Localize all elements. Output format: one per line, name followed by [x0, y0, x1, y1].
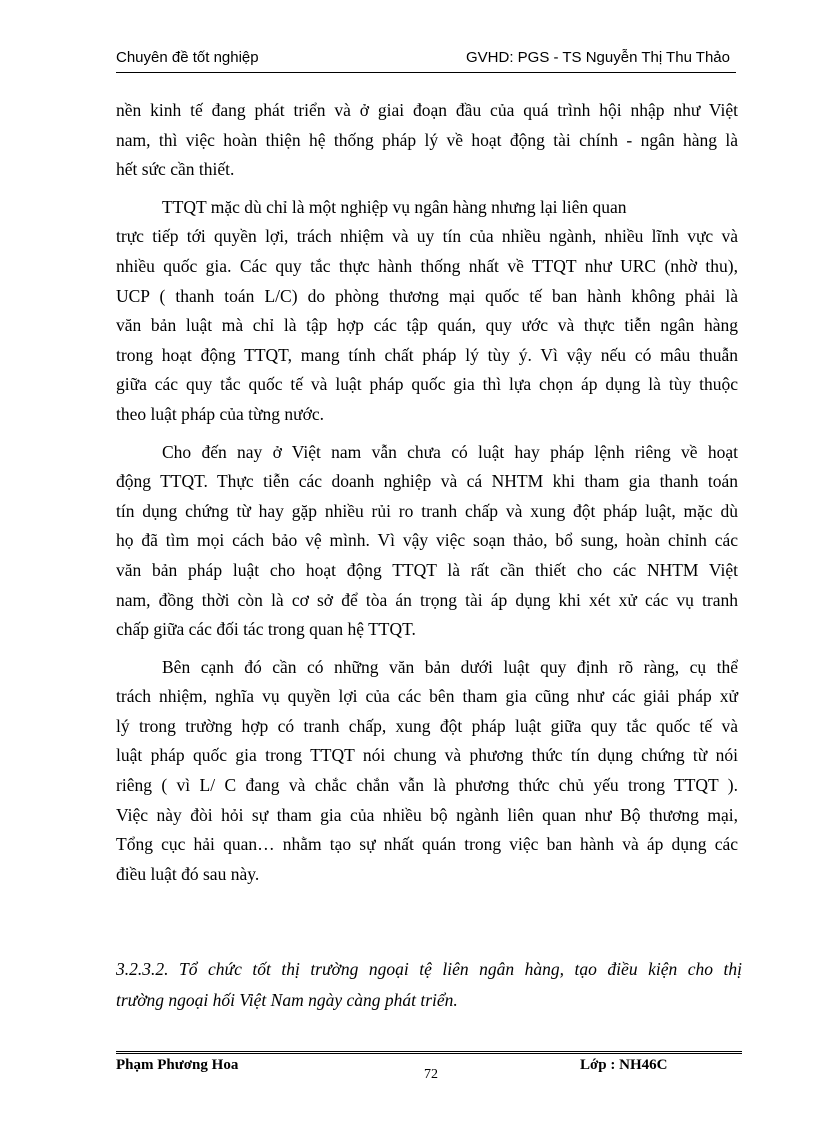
- paragraph-3: [116, 438, 738, 645]
- text-line: chấp giữa các đối tác trong quan hệ TTQT.: [116, 619, 416, 640]
- page-number: 72: [424, 1067, 438, 1082]
- section-heading-line: 3.2.3.2. Tổ chức tốt thị trường ngoại tệ liên ngân hàng, tạo điều kiện cho thị: [116, 959, 742, 979]
- text-line: Việc này đòi hỏi sự tham gia của nhiều bộ ngành liên quan như Bộ thương mại,: [116, 804, 738, 825]
- text-line: hết sức cần thiết.: [116, 159, 235, 180]
- text-line: Tổng cục hải quan… nhằm tạo sự nhất quán trong việc ban hành và áp dụng các: [116, 834, 738, 855]
- text-line: TTQT mặc dù chỉ là một nghiệp vụ ngân hàng nhưng lại liên quan: [162, 196, 627, 217]
- paragraph-2: [116, 193, 738, 430]
- text-line: nam, thì việc hoàn thiện hệ thống pháp lý về hoạt động tài chính - ngân hàng là: [116, 129, 738, 150]
- footer-divider: [116, 1051, 742, 1054]
- footer-author: Phạm Phương Hoa: [116, 1057, 239, 1073]
- text-line: trong hoạt động TTQT, mang tính chất pháp lý tùy ý. Vì vậy nếu có mâu thuẫn: [116, 344, 738, 365]
- text-line: lý trong trường hợp có tranh chấp, xung đột pháp luật giữa quy tắc quốc tế và: [116, 715, 738, 736]
- text-line: trực tiếp tới quyền lợi, trách nhiệm và uy tín của nhiều ngành, nhiều lĩnh vực và: [116, 226, 738, 247]
- header-advisor: GVHD: PGS - TS Nguyễn Thị Thu Thảo: [465, 49, 730, 66]
- text-line: văn bản luật mà chỉ là tập hợp các tập quán, quy ước và thực tiễn ngân hàng: [116, 315, 738, 336]
- text-line: nền kinh tế đang phát triển và ở giai đoạn đầu của quá trình hội nhập như Việt: [116, 100, 738, 120]
- section-heading: [116, 954, 742, 1016]
- text-line: trách nhiệm, nghĩa vụ quyền lợi của các bên tham gia cũng như các giải pháp xử: [116, 686, 738, 707]
- footer-class: Lớp : NH46C: [580, 1057, 668, 1073]
- text-line: luật pháp quốc gia trong TTQT nói chung và phương thức tín dụng chứng từ nói: [116, 745, 738, 766]
- body-text: [116, 96, 738, 889]
- paragraph-4: [116, 653, 738, 890]
- text-line: giữa các quy tắc quốc tế và luật pháp quốc gia thì lựa chọn áp dụng là tùy thuộc: [116, 374, 738, 395]
- text-line: họ đã tìm mọi cách bảo vệ mình. Vì vậy việc soạn thảo, bổ sung, hoàn chỉnh các: [116, 530, 738, 551]
- text-line: Cho đến nay ở Việt nam vẫn chưa có luật hay pháp lệnh riêng về hoạt: [162, 441, 738, 462]
- text-line: động TTQT. Thực tiễn các doanh nghiệp và cá NHTM khi tham gia thanh toán: [116, 471, 738, 492]
- text-line: theo luật pháp của từng nước.: [116, 403, 325, 424]
- text-line: tín dụng chứng từ hay gặp nhiều rủi ro tranh chấp và xung đột pháp luật, mặc dù: [116, 500, 738, 521]
- text-line: Bên cạnh đó cần có những văn bản dưới luật quy định rõ ràng, cụ thể: [162, 656, 738, 677]
- section-heading-line: trường ngoại hối Việt Nam ngày càng phát triển.: [116, 990, 458, 1010]
- header-title: Chuyên đề tốt nghiệp: [116, 49, 259, 66]
- paragraph-1: [116, 96, 738, 185]
- page-header: [116, 46, 736, 73]
- text-line: văn bản pháp luật cho hoạt động TTQT là rất cần thiết cho các NHTM Việt: [116, 559, 738, 580]
- text-line: riêng ( vì L/ C đang và chắc chắn vẫn là phương thức chủ yếu trong TTQT ).: [116, 775, 738, 796]
- text-line: nam, đồng thời còn là cơ sở để tòa án trọng tài áp dụng khi xét xử các vụ tranh: [116, 589, 738, 610]
- text-line: UCP ( thanh toán L/C) do phòng thương mại quốc tế ban hành không phải là: [116, 285, 738, 306]
- text-line: nhiều quốc gia. Các quy tắc thực hành thống nhất về TTQT như URC (nhờ thu),: [116, 255, 738, 276]
- text-line: điều luật đó sau này.: [116, 863, 260, 884]
